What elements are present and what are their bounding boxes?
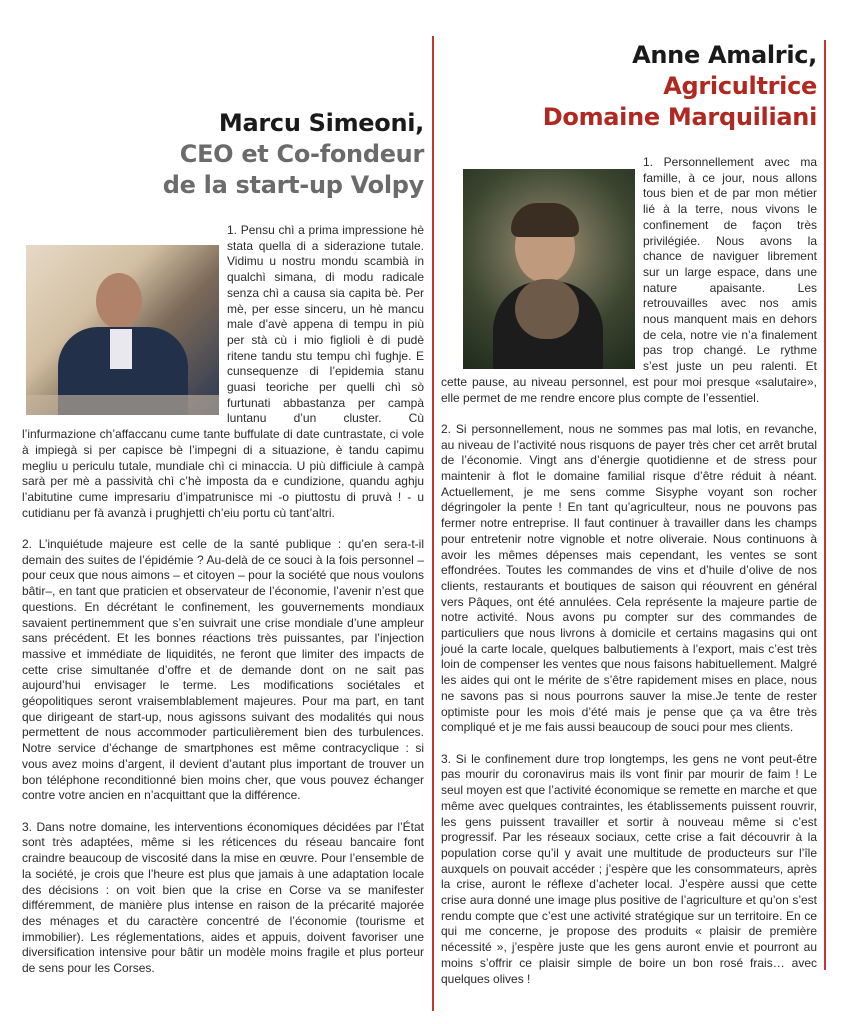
left-heading [22,108,424,201]
right-name: Anne Amalric, [632,41,817,69]
right-role-line1: Agricultrice [663,72,817,100]
left-answer-2: 2. L’inquiétude majeure est celle de la santé publique : qu’en sera-t-il demain des suites de l’épidémie ? Au-delà de ce souci à la fois personnel – pour ceux que nous aimons – et citoyen – pour la société que nous voulons bâtir–, en tant que praticien et observateur de l’économie, l’avenir n’est que questions. En décrétant le confinement, les gouvernements mondiaux savaient pertinemment que s’en suivrait une crise mondiale d’une ampleur sans précédent. Et les bonnes réactions très puissantes, par l’injection massive et immédiate de liquidités, ne feront que limiter des impacts de cette crise simultanée d’offre et de demande dont on ne sait pas aujourd’hui envisager le terme. Les modifications sociétales et géopolitiques seront vraisemblablement majeures. Pour ma part, en tant que dirigeant de start-up, nous agissons suivant des modalités qui nous permettent de nous accommoder particulièrement bien des turbulences. Notre service d’échange de smartphones est même contracyclique : si vous avez moins d’argent, il devient d’autant plus important de trouver un bon téléphone reconditionné bien moins cher, que vous pouvez échanger contre votre ancien en n’acquittant que la différence. [22,537,424,803]
left-name: Marcu Simeoni, [218,109,424,137]
left-answer-1: 1. Pensu chì a prima impressione hè stata quella di a siderazione tutale. Vidimu u nostru mondu scambià in qualchì simana, di modu radicale senza chì a causa sia capita bè. Per mè, per esse sinceru, un hè mancu male d’avè appena di tempu in più per stà cù i mio figlioli è di pudè ritene tandu stu tempu chì fughje. E cunsequenze di l’epidemia stanu guasi teoriche per quelli chì sò furtunati abbastanza per campà luntanu d’un cluster. Cù l’infurmazione ch’affaccanu cume tante buffulate di date cuntrastate, ci vole à impiegà si per capisce bè l’impegni di a situazione, è tandu capimu megliu u periculu tutale, mundiale chì ci minaccia. U più difficiule à campà sarà per mè a passività chì c’hè imposta da e cundizione, quandu aghju l’abitutine cume impresariu d’impatrunisce mi -o piuttostu di pruvà ! - u cutidianu per fà avanzà i prughjetti ch’eiu portu cù tant’altri. [22,223,424,520]
right-article [441,40,817,1003]
right-answer-2: 2. Si personnellement, nous ne sommes pas mal lotis, en revanche, au niveau de l’activité nous risquons de payer très cher cet arrêt brutal de l’économie. Vingt ans d’énergie quotidienne et de stress pour maintenir à flot le domaine familial risque d’être réduit à néant. Actuellement, je me sens comme Sisyphe voyant son rocher dégringoler la pente ! En tant qu’agriculteur, nous ne pouvons pas fermer notre entreprise. Il faut continuer à travailler dans les champs pour entretenir notre vignoble et notre oliveraie. Nous continuons à avoir les mêmes dépenses mais cependant, les ventes se sont effondrées. Toutes les commandes de vins et d’huile d’olive de nos clients, restaurants et boutiques de saison qui réouvrent en général vers Pâques, ont été annulées. Cela représente la majeure partie de notre activité. Nous avons pu compter sur des commandes de particuliers que nous livrons à domicile et certains magasins qui ont joué la carte locale, quelques balbutiements à l’export, mais c’est très loin de compenser les ventes que nous faisons habituellement. Malgré les aides qui ont le mérite de s’être rapidement mises en place, nous ne savons pas si nous pourrons sauver la mise.Je tente de rester optimiste pour les mois d’été mais je pense que ça va être très compliqué et je me fais aussi beaucoup de souci pour mes clients. [441,421,817,735]
right-body [441,155,817,987]
right-heading [441,40,817,133]
right-edge-rule [824,40,826,970]
right-role-line2: Domaine Marquiliani [542,103,817,131]
left-body [22,223,424,977]
anne-amalric-photo [463,169,635,369]
right-answer-3: 3. Si le confinement dure trop longtemps, les gens ne vont peut-être pas mourir du coronavirus mais ils vont finir par mourir de faim ! Le seul moyen est que l’activité économique se remette en marche et que même avec quelques contraintes, les établissements puissent rouvrir, les gens puissent travailler et sortir à nouveau même si c’est progressif. Par les réseaux sociaux, cette crise a fait découvrir à la population corse qu’il y avait une multitude de producteurs sur l’île auxquels on pouvait accéder ; j’espère que les consommateurs, après la crise, auront le réflexe d’acheter local. J’espère aussi que cette crise aura donné une image plus positive de l’agriculture et qu’on s’est rendu compte que c’est une activité stratégique sur un territoire. En ce qui me concerne, je propose des produits « plaisir de première nécessité », j’espère juste que les gens auront envie et pourront au moins s’offrir ce plaisir simple de boire un bon rosé frais… avec quelques olives ! [441,751,817,986]
left-role-line2: de la start-up Volpy [162,171,424,199]
left-role-line1: CEO et Co-fondeur [179,140,424,168]
column-divider [432,36,434,1011]
left-article [22,108,424,992]
right-answer-1: 1. Personnellement avec ma famille, à ce jour, nous allons tous bien et de par mon métier lié à la terre, nous vivons le confinement de façon très privilégiée. Nous avons la chance de naviguer librement sur un large espace, dans une nature apaisante. Les retrouvailles avec nos amis nous manquent mais en dehors de cela, notre vie n’a finalement pas trop changé. Le rythme s’est juste un peu ralenti. Et cette pause, au niveau personnel, est pour moi presque «salutaire», elle permet de me rendre encore plus compte de l’essentiel. [441,155,817,405]
marcu-simeoni-photo [26,245,219,415]
left-answer-3: 3. Dans notre domaine, les interventions économiques décidées par l’État sont très adaptées, même si les réticences du réseau bancaire font craindre beaucoup de viscosité dans la mise en œuvre. Pour l’ensemble de la société, je crois que l’heure est plus que jamais à une adaptation locale des décisions : on voit bien que la crise en Corse va se manifester différemment, de manière plus intense en raison de la précarité majorée des ménages et du caractère concentré de l’économie (tourisme et immobilier). Les réglementations, aides et appuis, doivent favoriser une diversification intensive pour bâtir un modèle moins fragile et plus porteur de sens pour les Corses. [22,819,424,976]
